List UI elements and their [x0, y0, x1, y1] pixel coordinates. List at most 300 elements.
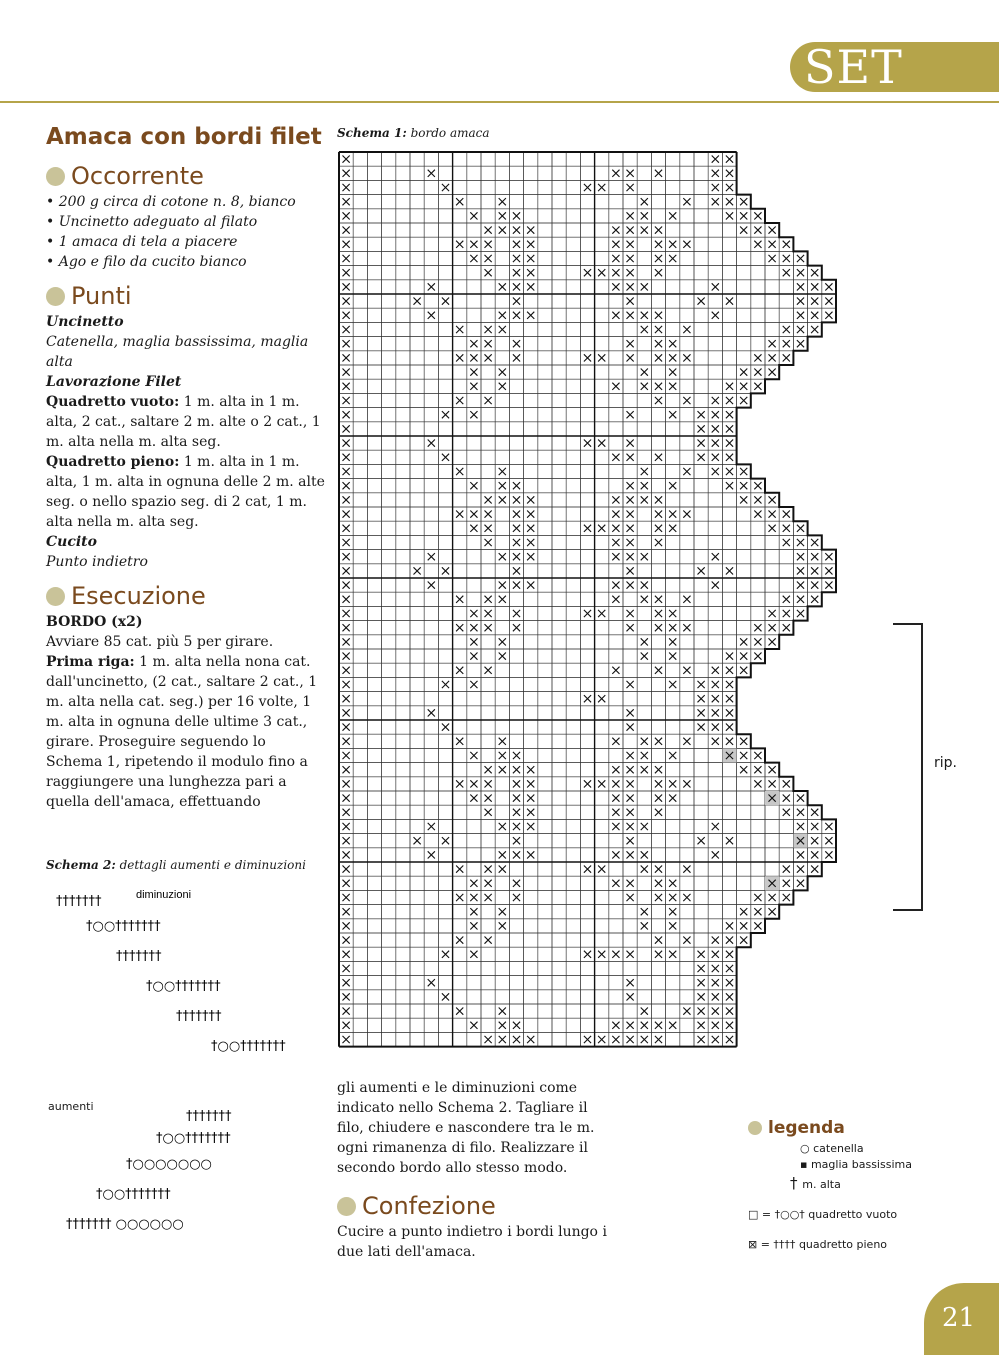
- grid-cell: [396, 961, 410, 975]
- grid-cell: [580, 479, 594, 493]
- grid-cell: [680, 720, 694, 734]
- grid-cell: [481, 635, 495, 649]
- grid-cell: [509, 195, 523, 209]
- grid-cell: [680, 251, 694, 265]
- grid-cell: [566, 734, 580, 748]
- grid-cell: [666, 933, 680, 947]
- grid-cell: [566, 152, 580, 166]
- grid-cell: [552, 351, 566, 365]
- stitch-row: †○○○○○○○: [126, 1157, 212, 1172]
- grid-cell: [566, 436, 580, 450]
- grid-cell: [410, 379, 424, 393]
- grid-cell: [353, 464, 367, 478]
- grid-cell: [580, 905, 594, 919]
- grid-cell: [424, 422, 438, 436]
- grid-cell: [722, 876, 736, 890]
- grid-cell: [396, 237, 410, 251]
- schema1-caption-bold: Schema 1:: [337, 126, 407, 140]
- grid-cell: [382, 237, 396, 251]
- grid-cell: [566, 592, 580, 606]
- grid-cell: [694, 507, 708, 521]
- grid-cell: [367, 919, 381, 933]
- grid-cell: [538, 166, 552, 180]
- grid-cell: [580, 464, 594, 478]
- grid-cell: [538, 592, 552, 606]
- grid-cell: [453, 479, 467, 493]
- grid-cell: [382, 337, 396, 351]
- grid-cell: [382, 365, 396, 379]
- grid-cell: [367, 748, 381, 762]
- grid-cell: [438, 393, 452, 407]
- grid-cell: [382, 905, 396, 919]
- stitch-row: †○○†††††††: [86, 919, 161, 934]
- grid-cell: [367, 606, 381, 620]
- grid-cell: [481, 677, 495, 691]
- grid-cell: [651, 720, 665, 734]
- grid-cell: [623, 464, 637, 478]
- grid-cell: [382, 919, 396, 933]
- stitch-row: †○○†††††††: [156, 1131, 231, 1146]
- grid-cell: [580, 677, 594, 691]
- grid-cell: [552, 195, 566, 209]
- grid-cell: [651, 578, 665, 592]
- grid-cell: [524, 905, 538, 919]
- grid-cell: [751, 876, 765, 890]
- grid-cell: [651, 479, 665, 493]
- grid-cell: [396, 947, 410, 961]
- grid-cell: [453, 763, 467, 777]
- grid-cell: [410, 777, 424, 791]
- grid-cell: [495, 834, 509, 848]
- grid-cell: [467, 805, 481, 819]
- grid-cell: [552, 507, 566, 521]
- grid-cell: [467, 976, 481, 990]
- grid-cell: [453, 251, 467, 265]
- grid-cell: [708, 223, 722, 237]
- grid-cell: [509, 152, 523, 166]
- grid-cell: [367, 521, 381, 535]
- grid-cell: [524, 692, 538, 706]
- grid-cell: [722, 862, 736, 876]
- grid-cell: [595, 322, 609, 336]
- grid-cell: [552, 223, 566, 237]
- grid-cell: [552, 692, 566, 706]
- grid-cell: [708, 905, 722, 919]
- grid-cell: [552, 450, 566, 464]
- uncinetto-label: Uncinetto: [46, 314, 124, 330]
- grid-cell: [751, 251, 765, 265]
- grid-cell: [453, 805, 467, 819]
- grid-cell: [410, 862, 424, 876]
- schema2-caption-rest: dettagli aumenti e diminuzioni: [115, 858, 306, 872]
- grid-cell: [396, 834, 410, 848]
- grid-cell: [424, 195, 438, 209]
- grid-cell: [637, 422, 651, 436]
- grid-cell: [509, 663, 523, 677]
- grid-cell: [396, 479, 410, 493]
- grid-cell: [580, 1018, 594, 1032]
- grid-cell: [467, 280, 481, 294]
- grid-cell: [467, 180, 481, 194]
- grid-cell: [453, 1032, 467, 1046]
- grid-cell: [467, 266, 481, 280]
- grid-cell: [609, 862, 623, 876]
- grid-cell: [595, 152, 609, 166]
- grid-cell: [538, 337, 552, 351]
- grid-cell: [580, 919, 594, 933]
- grid-cell: [566, 692, 580, 706]
- grid-cell: [566, 266, 580, 280]
- grid-cell: [467, 166, 481, 180]
- grid-cell: [367, 1018, 381, 1032]
- grid-cell: [595, 379, 609, 393]
- grid-cell: [580, 294, 594, 308]
- bullet-dot-icon: [46, 587, 65, 606]
- grid-cell: [353, 436, 367, 450]
- slip-stitch-icon: ▪: [800, 1158, 811, 1171]
- grid-cell: [396, 550, 410, 564]
- grid-cell: [410, 322, 424, 336]
- grid-cell: [680, 493, 694, 507]
- grid-cell: [509, 408, 523, 422]
- grid-cell: [410, 706, 424, 720]
- grid-cell: [382, 819, 396, 833]
- schema1-caption: [337, 126, 490, 140]
- grid-cell: [595, 834, 609, 848]
- grid-cell: [524, 166, 538, 180]
- grid-cell: [453, 379, 467, 393]
- grid-cell: [737, 848, 751, 862]
- grid-cell: [552, 592, 566, 606]
- grid-cell: [382, 990, 396, 1004]
- grid-cell: [495, 337, 509, 351]
- grid-cell: [396, 819, 410, 833]
- grid-cell: [438, 635, 452, 649]
- grid-cell: [367, 436, 381, 450]
- grid-cell: [637, 450, 651, 464]
- grid-cell: [765, 564, 779, 578]
- grid-cell: [410, 905, 424, 919]
- grid-cell: [367, 649, 381, 663]
- grid-cell: [467, 1004, 481, 1018]
- grid-cell: [651, 976, 665, 990]
- grid-cell: [524, 393, 538, 407]
- legend-bassissima: [800, 1158, 912, 1171]
- grid-cell: [722, 280, 736, 294]
- grid-cell: [552, 947, 566, 961]
- grid-cell: [538, 322, 552, 336]
- grid-cell: [410, 535, 424, 549]
- grid-cell: [694, 322, 708, 336]
- grid-cell: [438, 592, 452, 606]
- grid-cell: [552, 408, 566, 422]
- grid-cell: [509, 961, 523, 975]
- grid-cell: [694, 152, 708, 166]
- grid-cell: [552, 990, 566, 1004]
- grid-cell: [382, 606, 396, 620]
- grid-cell: [453, 493, 467, 507]
- legend-catenella-text: catenella: [813, 1142, 864, 1155]
- grid-cell: [524, 479, 538, 493]
- grid-cell: [396, 322, 410, 336]
- grid-cell: [424, 180, 438, 194]
- grid-cell: [424, 663, 438, 677]
- grid-cell: [396, 635, 410, 649]
- grid-cell: [453, 1018, 467, 1032]
- grid-cell: [509, 635, 523, 649]
- grid-cell: [552, 677, 566, 691]
- grid-cell: [580, 720, 594, 734]
- grid-cell: [524, 294, 538, 308]
- grid-cell: [609, 351, 623, 365]
- grid-cell: [666, 663, 680, 677]
- legend-pieno: [748, 1238, 887, 1251]
- grid-cell: [779, 550, 793, 564]
- grid-cell: [680, 479, 694, 493]
- grid-cell: [353, 819, 367, 833]
- stitch-row: †††††††: [116, 949, 162, 964]
- grid-cell: [623, 862, 637, 876]
- grid-cell: [495, 890, 509, 904]
- grid-cell: [765, 848, 779, 862]
- grid-cell: [396, 379, 410, 393]
- grid-cell: [779, 564, 793, 578]
- grid-cell: [367, 663, 381, 677]
- grid-cell: [595, 720, 609, 734]
- grid-cell: [382, 195, 396, 209]
- grid-cell: [424, 521, 438, 535]
- grid-cell: [566, 464, 580, 478]
- grid-cell: [396, 791, 410, 805]
- page-number-tab: [924, 1283, 999, 1355]
- grid-cell: [580, 876, 594, 890]
- grid-cell: [566, 976, 580, 990]
- grid-cell: [424, 493, 438, 507]
- grid-cell: [453, 422, 467, 436]
- grid-cell: [509, 990, 523, 1004]
- grid-cell: [424, 905, 438, 919]
- grid-cell: [694, 479, 708, 493]
- schema2-caption-bold: Schema 2:: [46, 858, 116, 872]
- legend-malta: [790, 1174, 841, 1192]
- grid-cell: [453, 905, 467, 919]
- prima-riga-text: 1 m. alta nella nona cat. dall'uncinetto, (2 cat., saltare 2 cat., 1 m. alta nella cat. seg.) per 16 volte, 1 m. alta in ognuna delle ultime 3 cat., girare. Proseguire seguendo lo Schema 1, ripetendo il modulo fino a raggiungere una lunghezza pari a quella dell'amaca, effettuando: [46, 654, 318, 810]
- grid-cell: [666, 848, 680, 862]
- grid-cell: [382, 961, 396, 975]
- grid-cell: [481, 280, 495, 294]
- grid-cell: [595, 748, 609, 762]
- esecuzione-continued: gli aumenti e le diminuzioni come indicato nello Schema 2. Tagliare il filo, chiudere e nascondere tra le m. ogni rimanenza di filo. Realizzare il secondo bordo allo stesso modo.: [337, 1080, 595, 1176]
- grid-cell: [353, 1004, 367, 1018]
- grid-cell: [694, 351, 708, 365]
- grid-cell: [453, 436, 467, 450]
- grid-cell: [353, 592, 367, 606]
- grid-cell: [396, 976, 410, 990]
- grid-cell: [495, 706, 509, 720]
- grid-cell: [566, 1004, 580, 1018]
- grid-cell: [595, 166, 609, 180]
- grid-cell: [424, 479, 438, 493]
- grid-cell: [353, 337, 367, 351]
- grid-cell: [666, 450, 680, 464]
- legend-vuoto: [748, 1208, 897, 1221]
- grid-cell: [524, 379, 538, 393]
- grid-cell: [680, 280, 694, 294]
- grid-cell: [751, 535, 765, 549]
- grid-cell: [353, 479, 367, 493]
- grid-cell: [467, 152, 481, 166]
- grid-cell: [666, 1004, 680, 1018]
- grid-cell: [566, 890, 580, 904]
- grid-cell: [382, 734, 396, 748]
- grid-cell: [382, 408, 396, 422]
- grid-cell: [353, 706, 367, 720]
- grid-cell: [538, 706, 552, 720]
- grid-cell: [353, 1032, 367, 1046]
- legend-heading-text: legenda: [768, 1118, 845, 1138]
- grid-cell: [566, 805, 580, 819]
- grid-cell: [538, 947, 552, 961]
- cucito-text: Punto indietro: [46, 554, 148, 570]
- grid-cell: [396, 365, 410, 379]
- grid-cell: [552, 961, 566, 975]
- grid-cell: [438, 266, 452, 280]
- grid-cell: [396, 1018, 410, 1032]
- grid-cell: [424, 720, 438, 734]
- grid-cell: [595, 280, 609, 294]
- grid-cell: [382, 393, 396, 407]
- repeat-bracket: [893, 623, 923, 911]
- grid-cell: [495, 180, 509, 194]
- grid-cell: [538, 450, 552, 464]
- grid-cell: [410, 848, 424, 862]
- grid-cell: [424, 464, 438, 478]
- grid-cell: [680, 209, 694, 223]
- grid-cell: [396, 493, 410, 507]
- grid-cell: [651, 961, 665, 975]
- grid-cell: [680, 947, 694, 961]
- grid-cell: [637, 180, 651, 194]
- grid-cell: [552, 479, 566, 493]
- grid-cell: [509, 692, 523, 706]
- grid-cell: [396, 308, 410, 322]
- grid-cell: [396, 464, 410, 478]
- grid-cell: [424, 748, 438, 762]
- grid-cell: [353, 294, 367, 308]
- grid-cell: [382, 280, 396, 294]
- grid-cell: [353, 876, 367, 890]
- grid-cell: [396, 209, 410, 223]
- grid-cell: [680, 990, 694, 1004]
- grid-cell: [367, 976, 381, 990]
- grid-cell: [623, 919, 637, 933]
- grid-cell: [751, 521, 765, 535]
- grid-cell: [595, 592, 609, 606]
- grid-cell: [566, 450, 580, 464]
- grid-cell: [481, 990, 495, 1004]
- grid-cell: [666, 692, 680, 706]
- grid-cell: [382, 805, 396, 819]
- grid-cell: [509, 905, 523, 919]
- pieno-label: Quadretto pieno:: [46, 454, 180, 470]
- grid-cell: [353, 209, 367, 223]
- grid-cell: [382, 422, 396, 436]
- grid-cell: [382, 1004, 396, 1018]
- grid-cell: [453, 748, 467, 762]
- grid-cell: [524, 322, 538, 336]
- grid-cell: [396, 933, 410, 947]
- grid-cell: [694, 635, 708, 649]
- grid-cell: [438, 337, 452, 351]
- grid-cell: [637, 152, 651, 166]
- grid-cell: [609, 393, 623, 407]
- grid-cell: [424, 294, 438, 308]
- grid-cell: [524, 734, 538, 748]
- bullet-dot-icon: [748, 1121, 762, 1135]
- grid-cell: [424, 351, 438, 365]
- grid-cell: [694, 621, 708, 635]
- filet-label: Lavorazione Filet: [46, 374, 182, 390]
- grid-cell: [538, 393, 552, 407]
- grid-cell: [410, 961, 424, 975]
- grid-cell: [538, 436, 552, 450]
- grid-cell: [382, 876, 396, 890]
- grid-cell: [538, 223, 552, 237]
- grid-cell: [353, 990, 367, 1004]
- grid-cell: [396, 734, 410, 748]
- grid-cell: [396, 706, 410, 720]
- grid-cell: [637, 706, 651, 720]
- grid-cell: [580, 961, 594, 975]
- grid-cell: [609, 961, 623, 975]
- grid-cell: [708, 493, 722, 507]
- grid-cell: [353, 550, 367, 564]
- grid-cell: [708, 479, 722, 493]
- punti-heading-text: Punti: [71, 282, 132, 310]
- grid-cell: [410, 606, 424, 620]
- grid-cell: [779, 834, 793, 848]
- grid-cell: [623, 1004, 637, 1018]
- grid-cell: [481, 848, 495, 862]
- grid-cell: [538, 535, 552, 549]
- grid-cell: [680, 791, 694, 805]
- grid-cell: [509, 322, 523, 336]
- grid-cell: [751, 791, 765, 805]
- grid-cell: [438, 436, 452, 450]
- grid-cell: [509, 947, 523, 961]
- grid-cell: [566, 720, 580, 734]
- grid-cell: [722, 223, 736, 237]
- grid-cell: [367, 195, 381, 209]
- grid-cell: [637, 393, 651, 407]
- grid-cell: [538, 251, 552, 265]
- grid-cell: [623, 393, 637, 407]
- grid-cell: [410, 692, 424, 706]
- grid-cell: [438, 919, 452, 933]
- grid-cell: [637, 947, 651, 961]
- grid-cell: [609, 152, 623, 166]
- grid-cell: [410, 990, 424, 1004]
- grid-cell: [765, 322, 779, 336]
- grid-cell: [680, 805, 694, 819]
- grid-cell: [694, 876, 708, 890]
- grid-cell: [623, 365, 637, 379]
- grid-cell: [722, 805, 736, 819]
- grid-cell: [524, 464, 538, 478]
- grid-cell: [552, 933, 566, 947]
- grid-cell: [595, 677, 609, 691]
- grid-cell: [495, 521, 509, 535]
